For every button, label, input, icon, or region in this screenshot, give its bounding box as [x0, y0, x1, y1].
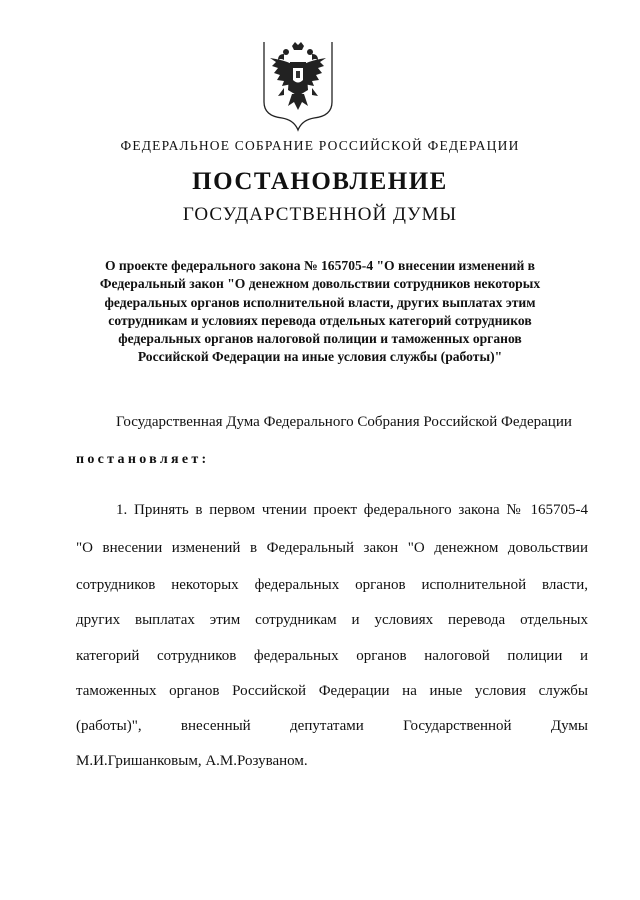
subject-line: сотрудникам и условиях перевода отдельных категорий сотрудников	[108, 312, 532, 328]
decree-word: постановляет:	[76, 452, 210, 467]
paragraph-line: 1. Принять в первом чтении проект федерального закона № 165705-4	[116, 502, 588, 518]
subject-line: Федеральный закон "О денежном довольствии сотрудников некоторых	[99, 276, 541, 292]
subject-line: Российской Федерации на иные условия службы (работы)"	[137, 349, 503, 365]
subject-line: федеральных органов исполнительной власти, других выплатах этим	[104, 294, 536, 310]
paragraph-line: "О внесении изменений в Федеральный закон "О денежном довольствии	[76, 540, 588, 556]
paragraph-line: М.И.Гришанковым, А.М.Розуваном.	[76, 753, 308, 769]
subject-line: федеральных органов налоговой полиции и таможенных органов	[118, 331, 522, 347]
paragraph-line: сотрудников некоторых федеральных органов исполнительной власти,	[76, 577, 588, 593]
issuer-title: ГОСУДАРСТВЕННОЙ ДУМЫ	[182, 204, 458, 225]
organization-name: ФЕДЕРАЛЬНОЕ СОБРАНИЕ РОССИЙСКОЙ ФЕДЕРАЦИИ	[120, 138, 520, 153]
paragraph-line: (работы)", внесенный депутатами Государственной Думы	[76, 718, 588, 734]
coat-of-arms-icon	[262, 40, 334, 132]
document-type-title: ПОСТАНОВЛЕНИЕ	[192, 168, 448, 195]
paragraph-line: таможенных органов Российской Федерации на иные условия службы	[76, 683, 588, 699]
document-subject	[80, 257, 560, 367]
paragraph-line: категорий сотрудников федеральных органов налоговой полиции и	[76, 648, 588, 664]
paragraph-line: других выплатах этим сотрудникам и условиях перевода отдельных	[76, 612, 588, 628]
preamble-text: Государственная Дума Федерального Собрания Российской Федерации	[116, 414, 572, 430]
subject-line: О проекте федерального закона № 165705-4 "О внесении изменений в	[104, 258, 536, 273]
